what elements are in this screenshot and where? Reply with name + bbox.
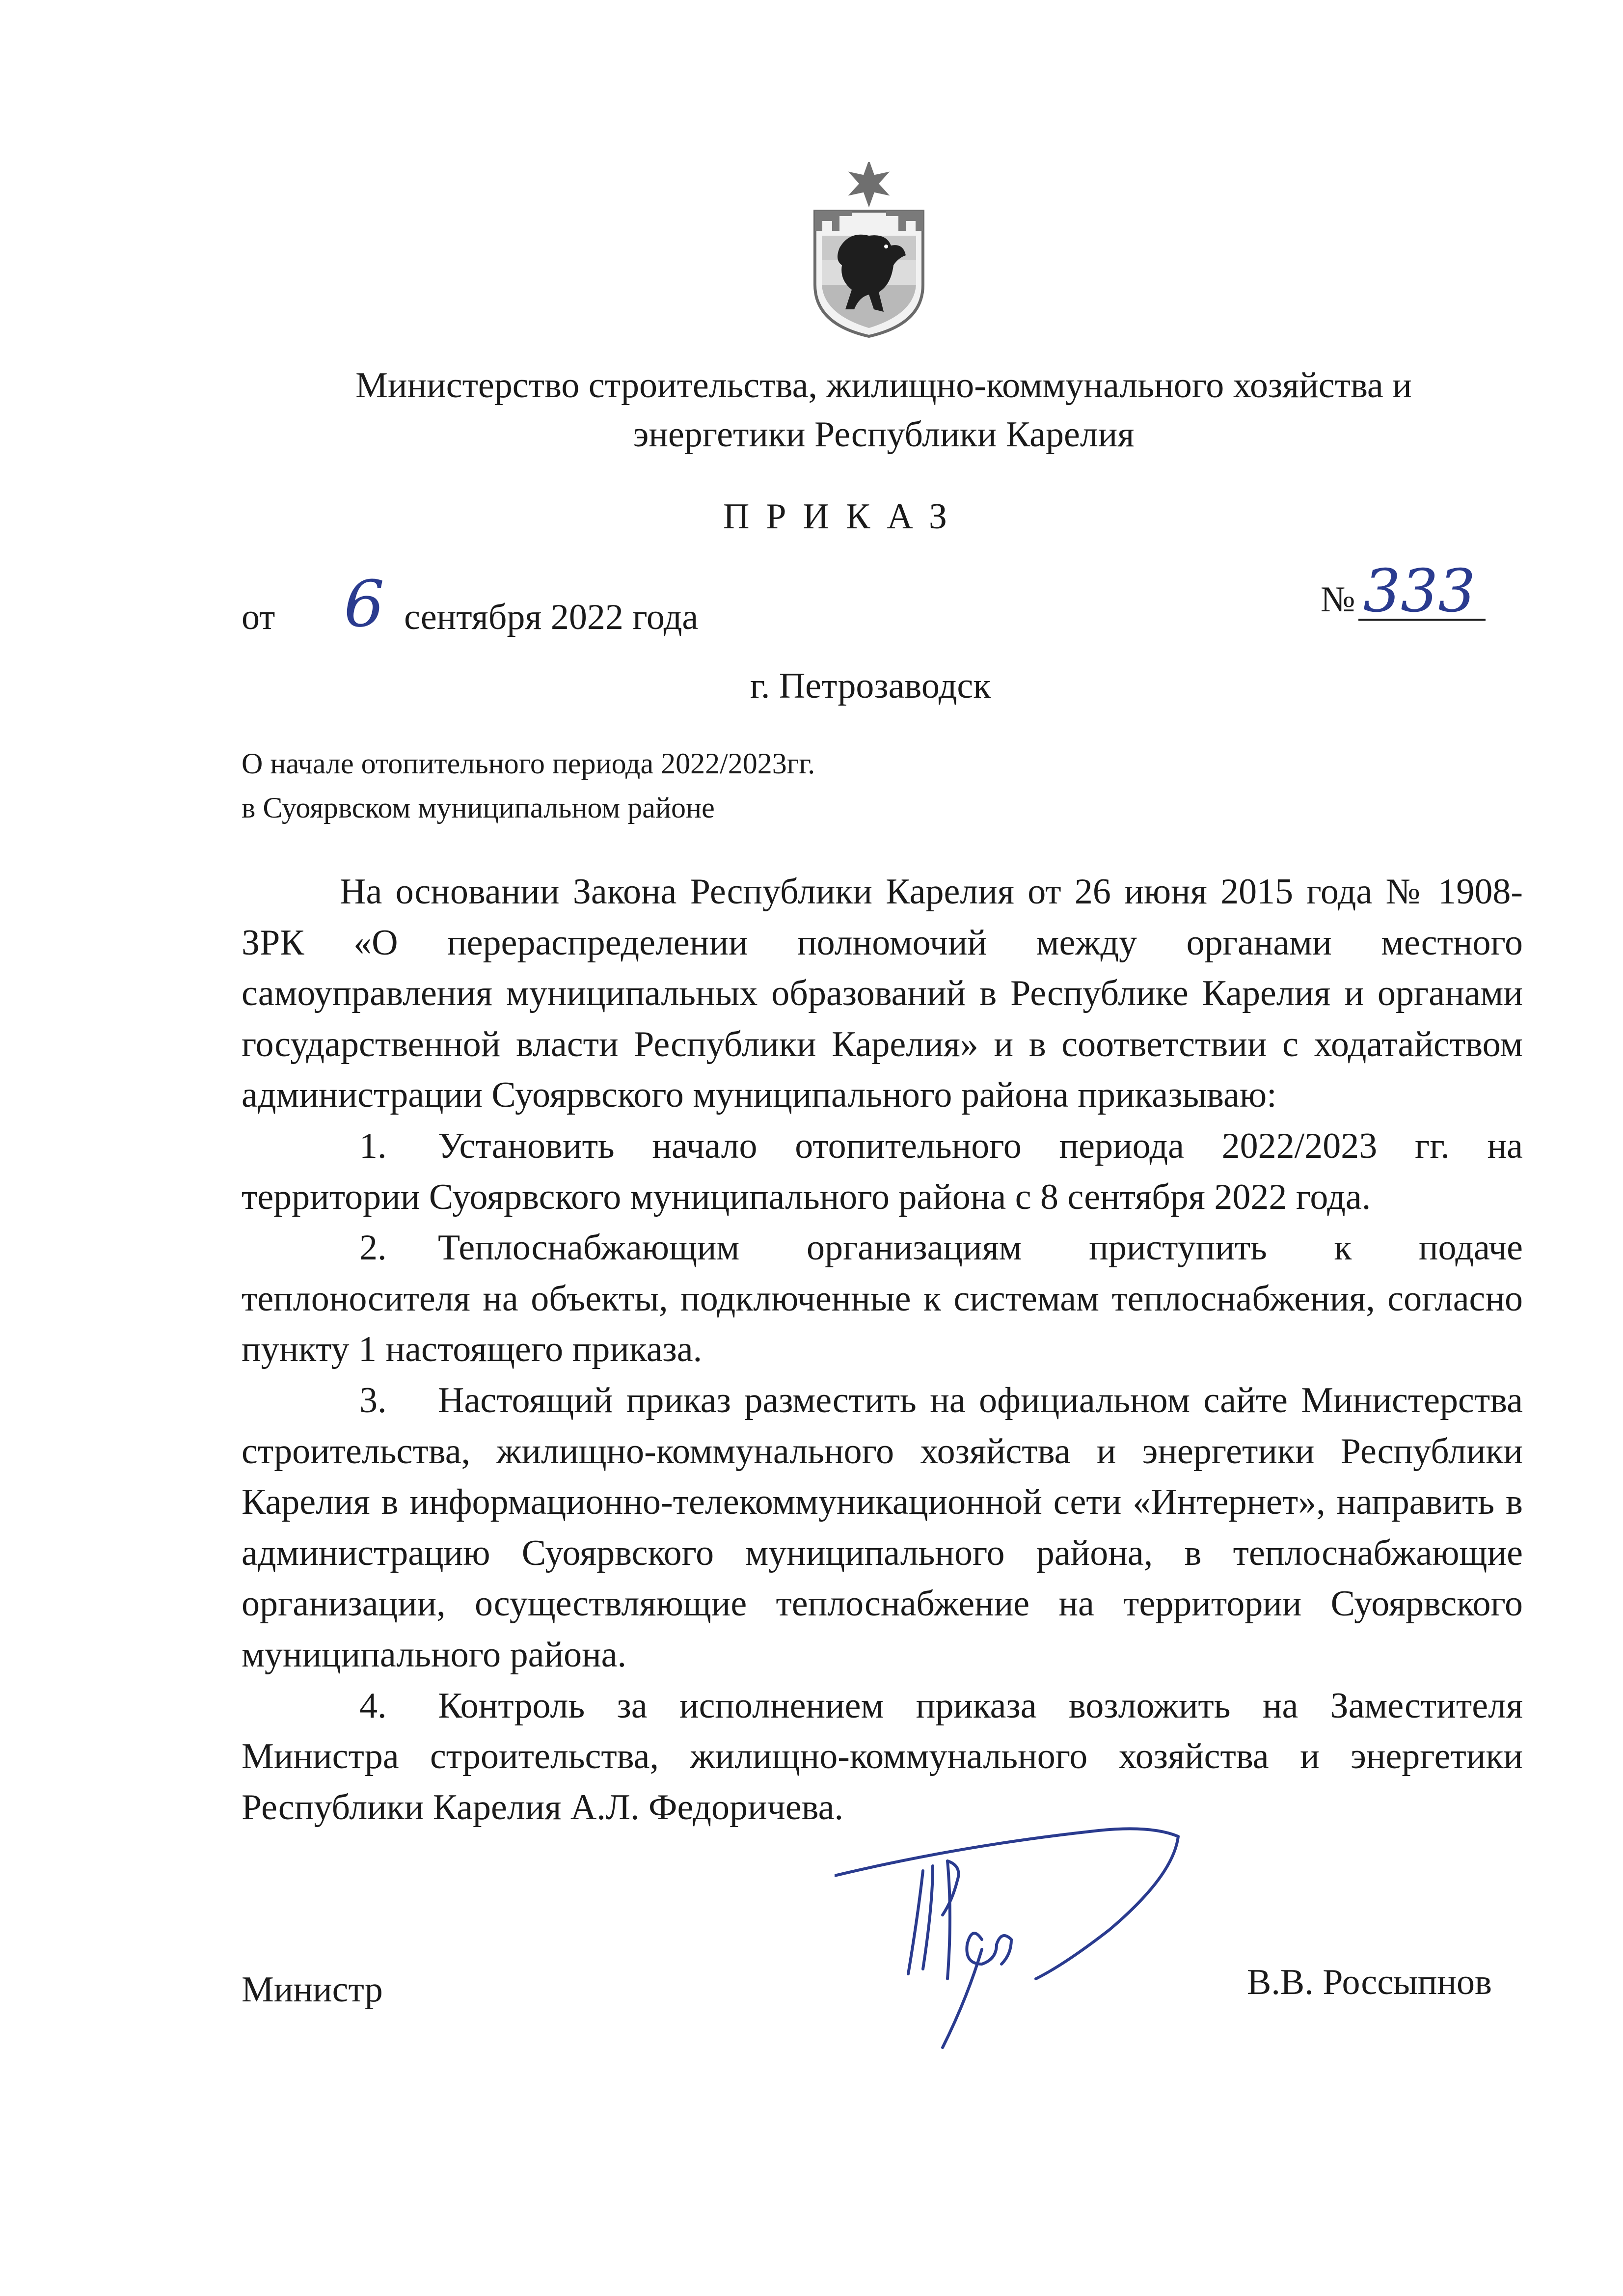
order-item-4 — [242, 1681, 1523, 1833]
order-item-1 — [242, 1121, 1523, 1223]
number-label: № — [1321, 579, 1355, 620]
order-subject-line2: в Суоярвском муниципальном районе — [242, 792, 715, 824]
order-body — [242, 867, 1523, 1833]
order-item-text: Установить начало отопительного периода 2022/2023 гг. на территории Суоярвского муниципального района с 8 сентября 2022 года. — [242, 1125, 1523, 1217]
city-line: г. Петрозаводск — [750, 666, 991, 706]
order-item-number: 2. — [359, 1228, 387, 1268]
signatory-name: В.В. Россыпнов — [1247, 1962, 1492, 2002]
order-item-number: 3. — [359, 1380, 387, 1421]
order-item-2 — [242, 1223, 1523, 1375]
signatory-title: Министр — [242, 1969, 383, 2010]
order-preamble: На основании Закона Республики Карелия от 26 июня 2015 года № 1908-ЗРК «О перераспределении полномочий между органами местного самоуправления муниципальных образований в Республике Карелия и органами государственной власти Республики Карелия» и в соответствии с ходатайством администрации Суоярвского муниципального района приказываю: — [242, 872, 1523, 1116]
order-item-text: Настоящий приказ разместить на официальном сайте Министерства строительства, жилищно-коммунального хозяйства и энергетики Республики Карелия в информационно-телекоммуникационной сети «Интернет», направить в администрацию Суоярвского муниципального района, в теплоснабжающие организации, осуществляющие теплоснабжение на территории Суоярвского муниципального района. — [242, 1380, 1523, 1675]
order-item-number: 1. — [359, 1125, 387, 1166]
date-line — [242, 567, 699, 644]
order-subject — [242, 741, 815, 830]
document-type: ПРИКАЗ — [723, 496, 964, 537]
date-from-label: от — [242, 597, 275, 637]
date-month-year: сентября 2022 года — [404, 597, 699, 637]
order-number-handwritten: 333 — [1358, 565, 1486, 621]
order-item-3 — [242, 1375, 1523, 1681]
order-item-text: Теплоснабжающим организациям приступить к подаче теплоносителя на объекты, подключенные к системам теплоснабжения, согласно пункту 1 настоящего приказа. — [242, 1228, 1523, 1370]
ministry-name-line1: Министерство строительства, жилищно-коммунального хозяйства и — [355, 365, 1412, 406]
order-subject-line1: О начале отопительного периода 2022/2023гг. — [242, 747, 815, 780]
handwritten-signature-icon — [835, 1817, 1227, 2092]
order-number — [1321, 557, 1486, 626]
ministry-name-line2: энергетики Республики Карелия — [633, 414, 1135, 455]
order-item-text: Контроль за исполнением приказа возложить на Заместителя Министра строительства, жилищно-коммунального хозяйства и энергетики Республики Карелия А.Л. Федоричева. — [242, 1685, 1523, 1828]
order-item-number: 4. — [359, 1685, 387, 1726]
ministry-name — [245, 361, 1522, 459]
date-day-handwritten: 6 — [344, 567, 385, 641]
coat-of-arms-karelia-icon — [805, 162, 933, 339]
